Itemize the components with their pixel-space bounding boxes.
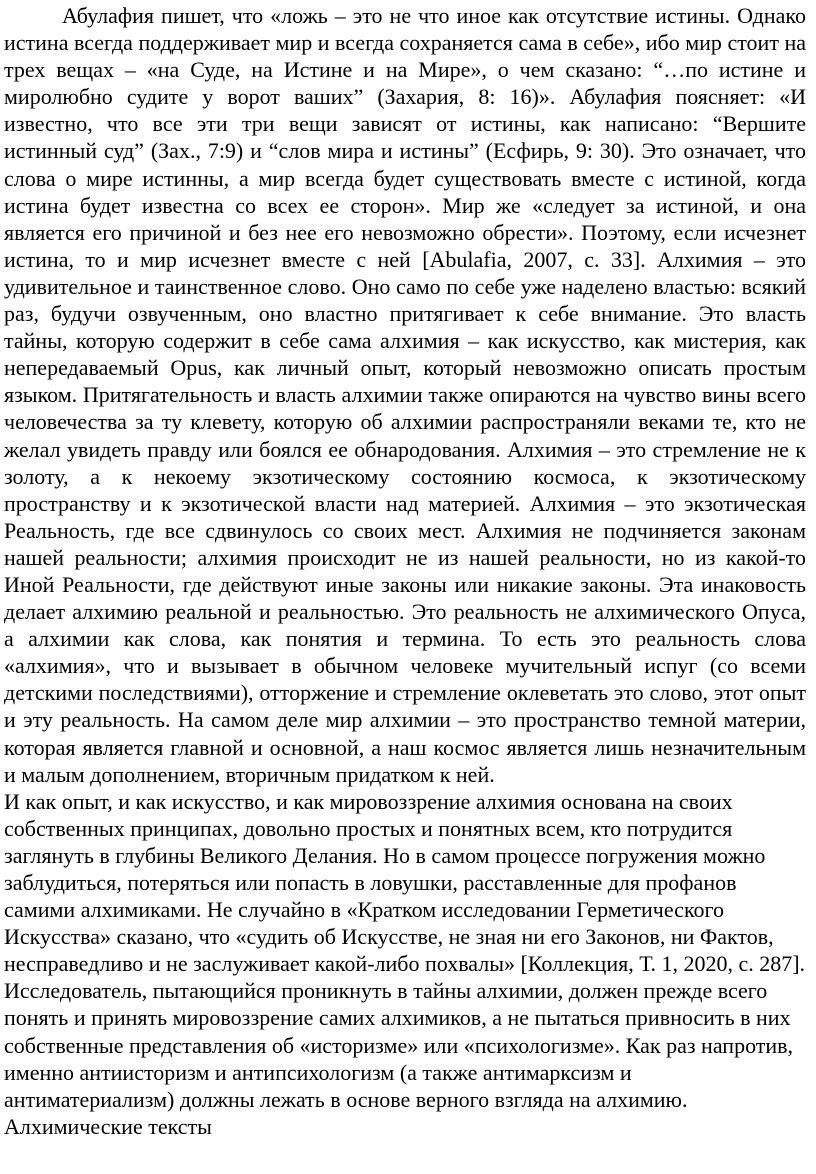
paragraph: Абулафия пишет, что «ложь – это не что иное как отсутствие истины. Однако истина всегда поддерживает мир и всегда сохраняется сама в себе», ибо мир стоит на трех вещах – «на Суде, на Истине и на Мире», о чем сказано: “…по истине и миролюбно судите у ворот ваших” (Захария, 8: 16)». Абулафия поясняет: «И известно, что все эти три вещи зависят от истины, как написано: “Вершите истинный суд” (Зах., 7:9) и “слов мира и истины” (Есфирь, 9: 30). Это означает, что слова о мире истинны, а мир всегда будет существовать вместе с истиной, когда истина будет известна со всех ее сторон». Мир же «следует за истиной, и она является его причиной и без нее его невозможно обрести». Поэтому, если исчезнет истина, то и мир исчезнет вместе с ней [Abulafia, 2007, с. 33]. Алхимия – это удивительное и таинственное слово. Оно само по себе уже наделено властью: всякий раз, будучи озвученным, оно властно притягивает к себе внимание. Это власть тайны, которую содержит в себе сама алхимия – как искусство, как мистерия, как непередаваемый Opus, как личный опыт, который невозможно описать простым языком. Притягательность и власть алхимии также опираются на чувство вины всего человечества за ту клевету, которую об алхимии распространяли веками те, кто не желал увидеть правду или боялся ее обнародования. Алхимия – это стремление не к золоту, а к некоему экзотическому состоянию космоса, к экзотическому пространству и к экзотической власти над материей. Алхимия – это экзотическая Реальность, где все сдвинулось со своих мест. Алхимия не подчиняется законам нашей реальности; алхимия происходит не из нашей реальности, но из какой-то Иной Реальности, где действуют иные законы или никакие законы. Эта инаковость делает алхимию реальной и реальностью. Это реальность не алхимического Опуса, а алхимии как слова, как понятия и термина. То есть это реальность слова «алхимия», что и вызывает в обычном человеке мучительный испуг (со всеми детскими последствиями), отторжение и стремление оклеветать это слово, этот опыт и эту реальность. На самом деле мир алхимии – это пространство темной материи, которая является главной и основной, а наш космос является лишь незначительным и малым дополнением, вторичным придатком к ней. bbox=[4, 3, 806, 787]
paragraph: И как опыт, и как искусство, и как мировоззрение алхимия основана на своих собственных принципах, довольно простых и понятных всем, кто потрудится заглянуть в глубины Великого Делания. Но в самом процессе погружения можно заблудиться, потеряться или попасть в ловушки, расставленные для профанов самими алхимиками. Не случайно в «Кратком исследовании Герметического Искусства» сказано, что «судить об Искусстве, не зная ни его Законов, ни Фактов, несправедливо и не заслуживает какой-либо похвалы» [Коллекция, Т. 1, 2020, с. 287]. Исследователь, пытающийся проникнуть в тайны алхимии, должен прежде всего понять и принять мировоззрение самих алхимиков, а не пытаться привносить в них собственные представления об «историзме» или «психологизме». Как раз напротив, именно антиисторизм и антипсихологизм (а также антимарксизм и антиматериализм) должны лежать в основе верного взгляда на алхимию. Алхимические тексты bbox=[4, 788, 806, 1139]
